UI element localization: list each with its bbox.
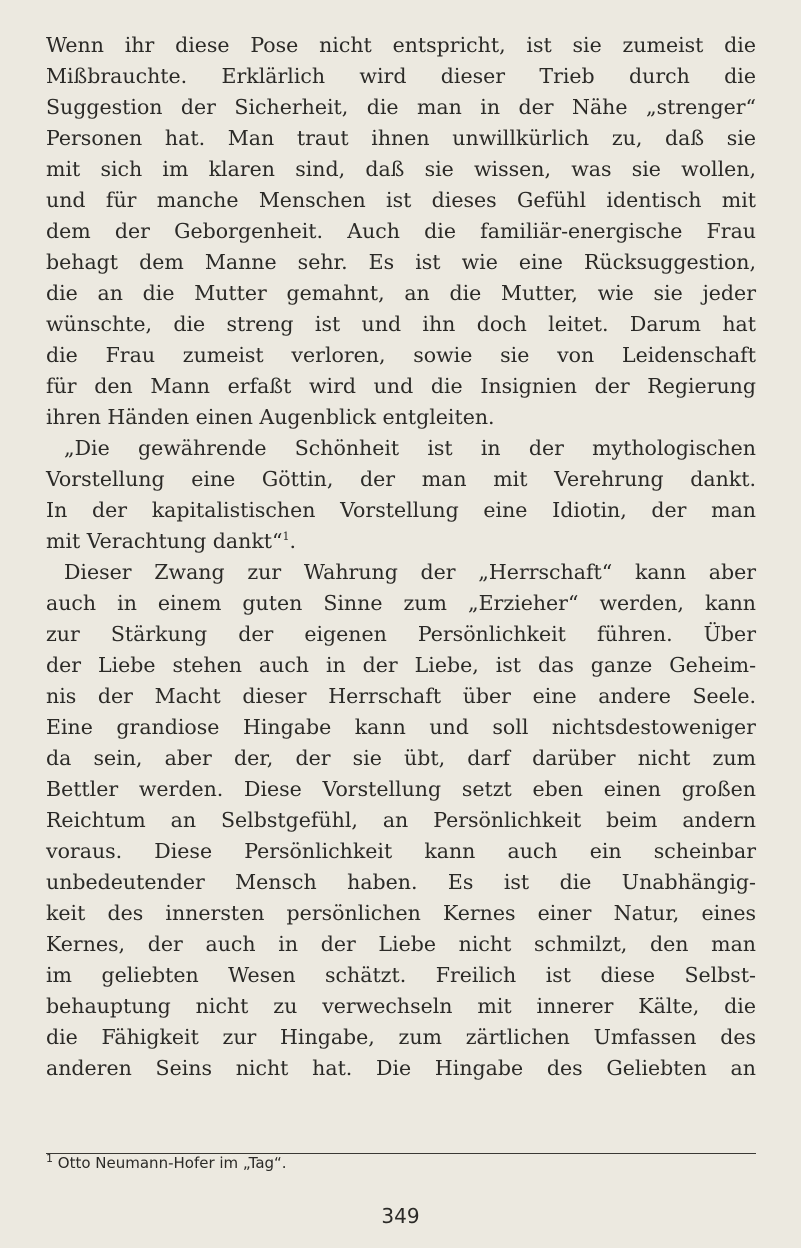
text-line: ihren Händen einen Augenblick entgleiten. — [46, 405, 495, 429]
text-line: Eine grandiose Hingabe kann und soll nichtsdestoweniger — [46, 715, 756, 739]
text-line: zur Stärkung der eigenen Persönlichkeit führen. Über — [46, 622, 756, 646]
text-line: nis der Macht dieser Herrschaft über eine andere Seele. — [46, 684, 756, 708]
text-line: mit sich im klaren sind, daß sie wissen, was sie wollen, — [46, 157, 756, 181]
sentence-period: . — [289, 529, 297, 553]
text-line: und für manche Menschen ist dieses Gefühl identisch mit — [46, 188, 756, 212]
footnote-text: Otto Neumann-Hofer im „Tag“. — [57, 1154, 287, 1172]
footnote-marker: 1 — [46, 1152, 53, 1165]
text-line: auch in einem guten Sinne zum „Erzieher“ werden, kann — [46, 591, 756, 615]
text-line: Vorstellung eine Göttin, der man mit Verehrung dankt. — [46, 467, 756, 491]
text-line-with-footnote — [46, 526, 756, 557]
text-line: Suggestion der Sicherheit, die man in der Nähe „strenger“ — [46, 95, 756, 119]
text-line: anderen Seins nicht hat. Die Hingabe des Geliebten an — [46, 1056, 756, 1080]
text-line: für den Mann erfaßt wird und die Insignien der Regierung — [46, 374, 756, 398]
text-line: In der kapitalistischen Vorstellung eine Idiotin, der man — [46, 498, 756, 522]
body-text — [46, 30, 756, 1084]
text-line: Wenn ihr diese Pose nicht entspricht, ist sie zumeist die — [46, 33, 756, 57]
page-number: 349 — [381, 1204, 420, 1228]
text-line: Reichtum an Selbstgefühl, an Persönlichkeit beim andern — [46, 808, 756, 832]
text-line: der Liebe stehen auch in der Liebe, ist das ganze Geheim- — [46, 653, 756, 677]
text-line: wünschte, die streng ist und ihn doch leitet. Darum hat — [46, 312, 756, 336]
text-line: dem der Geborgenheit. Auch die familiär-energische Frau — [46, 219, 756, 243]
text-line: behauptung nicht zu verwechseln mit innerer Kälte, die — [46, 994, 756, 1018]
text-line: Dieser Zwang zur Wahrung der „Herrschaft“ kann aber — [64, 560, 756, 584]
text-fragment: mit Verachtung dankt“ — [46, 529, 283, 553]
text-line: voraus. Diese Persönlichkeit kann auch ein scheinbar — [46, 839, 756, 863]
text-line: Personen hat. Man traut ihnen unwillkürlich zu, daß sie — [46, 126, 756, 150]
text-line: unbedeutender Mensch haben. Es ist die Unabhängig- — [46, 870, 756, 894]
footnote-reference: 1 — [282, 530, 290, 544]
footnote — [46, 1152, 287, 1174]
text-line: Mißbrauchte. Erklärlich wird dieser Trieb durch die — [46, 64, 756, 88]
text-line: keit des innersten persönlichen Kernes einer Natur, eines — [46, 901, 756, 925]
text-line: Bettler werden. Diese Vorstellung setzt eben einen großen — [46, 777, 756, 801]
text-line: da sein, aber der, der sie übt, darf darüber nicht zum — [46, 746, 756, 770]
text-line: die an die Mutter gemahnt, an die Mutter, wie sie jeder — [46, 281, 756, 305]
footnote-divider — [46, 1153, 756, 1154]
text-line: die Fähigkeit zur Hingabe, zum zärtlichen Umfassen des — [46, 1025, 756, 1049]
text-line: die Frau zumeist verloren, sowie sie von Leidenschaft — [46, 343, 756, 367]
text-line: behagt dem Manne sehr. Es ist wie eine Rücksuggestion, — [46, 250, 756, 274]
text-line: Kernes, der auch in der Liebe nicht schmilzt, den man — [46, 932, 756, 956]
text-line: „Die gewährende Schönheit ist in der mythologischen — [64, 436, 756, 460]
text-line: im geliebten Wesen schätzt. Freilich ist diese Selbst- — [46, 963, 756, 987]
